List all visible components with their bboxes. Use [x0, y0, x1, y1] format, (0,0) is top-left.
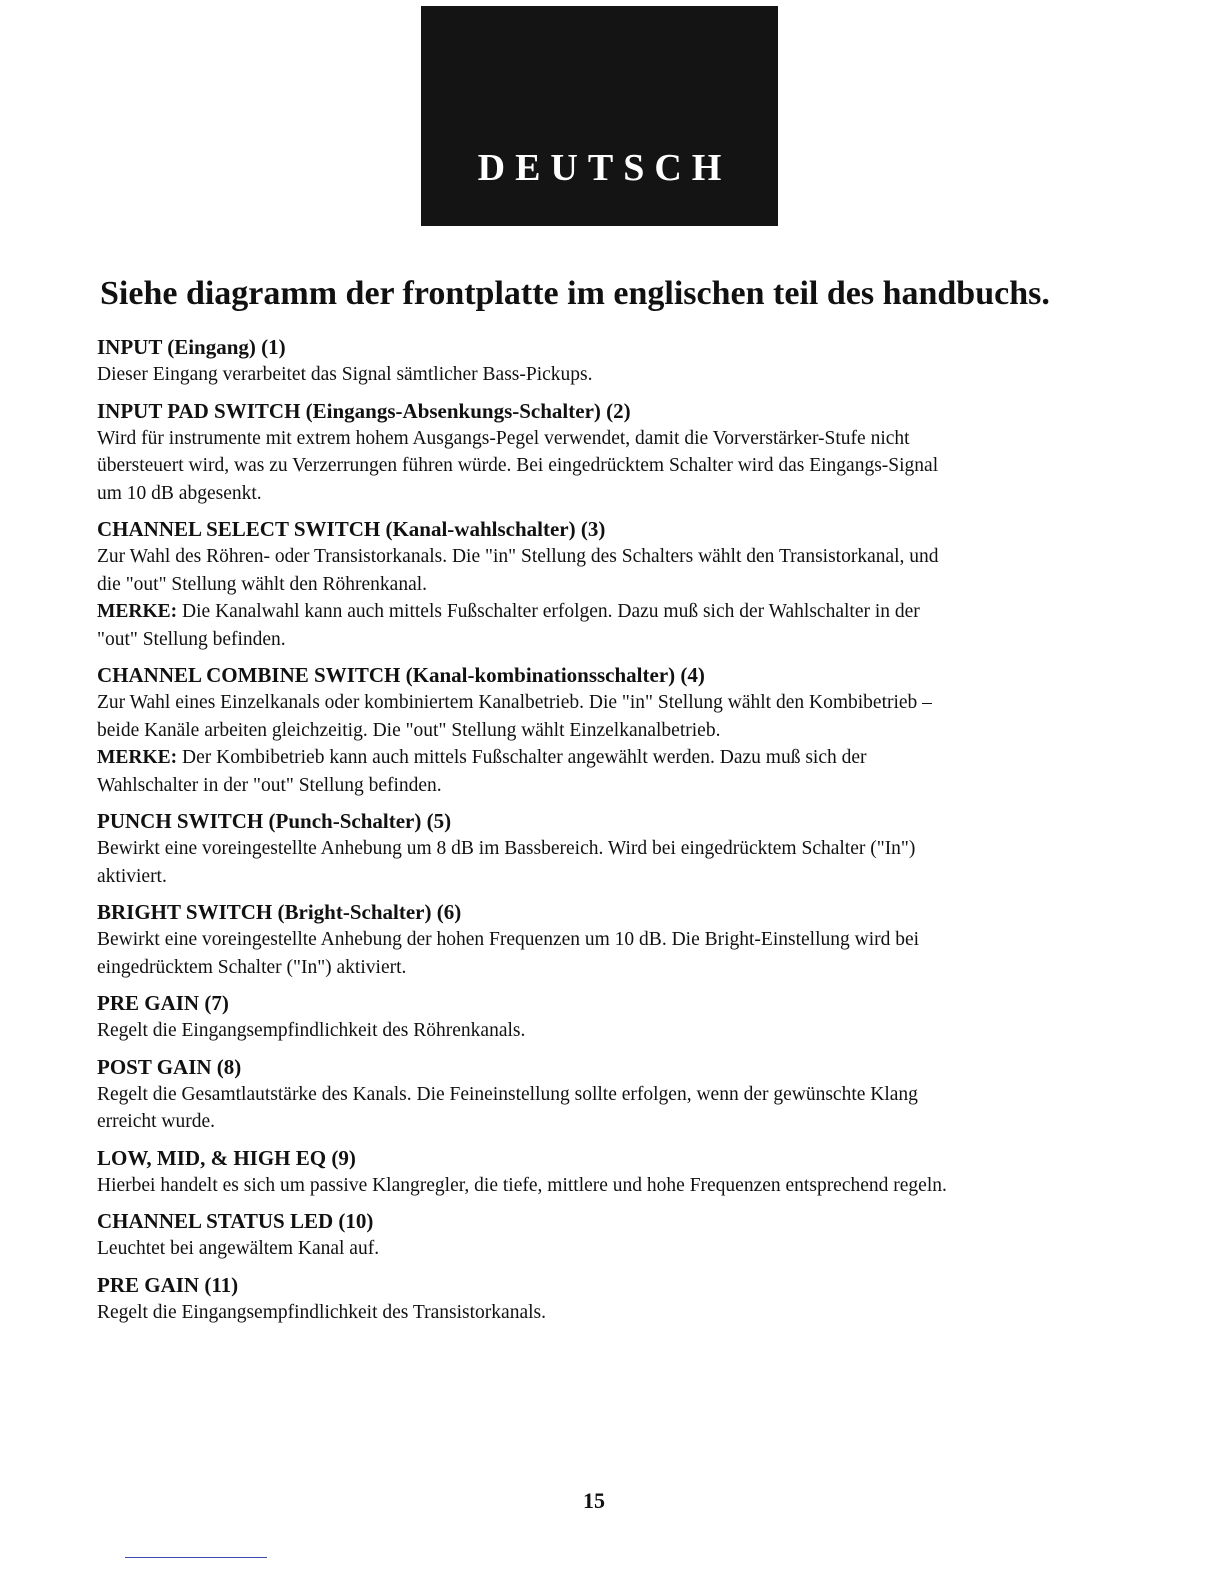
section-text [97, 543, 1107, 598]
text-line: Zur Wahl eines Einzelkanals oder kombiniertem Kanalbetrieb. Die "in" Stellung wählt den Kombibetrieb – [97, 692, 932, 713]
footer-rule [125, 1557, 267, 1558]
section-text [97, 835, 1107, 890]
section-text [97, 689, 1107, 744]
section-text [97, 1299, 1107, 1327]
text-line: Bewirkt eine voreingestellte Anhebung der hohen Frequenzen um 10 dB. Die Bright-Einstellung wird bei [97, 929, 920, 950]
note-line: "out" Stellung befinden. [97, 628, 286, 650]
section-pre-gain-11 [97, 1272, 1107, 1327]
section-channel-status-led [97, 1208, 1107, 1263]
section-text [97, 1235, 1107, 1263]
text-line: Wird für instrumente mit extrem hohem Ausgangs-Pegel verwendet, damit die Vorverstärker-Stufe nicht [97, 427, 910, 449]
section-heading: PRE GAIN (7) [97, 991, 229, 1015]
section-heading: CHANNEL STATUS LED (10) [97, 1209, 374, 1233]
banner-title: DEUTSCH [477, 147, 732, 189]
section-heading: INPUT (Eingang) (1) [97, 335, 286, 359]
note-label: MERKE: [97, 601, 178, 622]
section-text [97, 926, 1107, 981]
section-list [97, 334, 1107, 1335]
text-line: Bewirkt eine voreingestellte Anhebung um 8 dB im Bassbereich. Wird bei eingedrücktem Schalter ("In") [97, 838, 916, 859]
note-line: Die Kanalwahl kann auch mittels Fußschalter erfolgen. Dazu muß sich der Wahlschalter in der [177, 601, 920, 622]
section-input-pad-switch [97, 398, 1107, 508]
text-line: übersteuert wird, was zu Verzerrungen führen würde. Bei eingedrücktem Schalter wird das Eingangs-Signal [97, 455, 939, 476]
text-line: um 10 dB abgesenkt. [97, 482, 262, 504]
language-banner [421, 6, 778, 226]
section-bright-switch [97, 899, 1107, 981]
section-text [97, 1017, 1107, 1045]
text-line: Leuchtet bei angewältem Kanal auf. [97, 1238, 380, 1259]
note-label: MERKE: [97, 747, 178, 768]
text-line: aktiviert. [97, 865, 167, 887]
text-line: beide Kanäle arbeiten gleichzeitig. Die "out" Stellung wählt Einzelkanalbetrieb. [97, 719, 721, 741]
section-punch-switch [97, 808, 1107, 890]
section-post-gain [97, 1054, 1107, 1136]
section-heading: CHANNEL SELECT SWITCH (Kanal-wahlschalter) (3) [97, 517, 606, 541]
section-channel-combine-switch [97, 662, 1107, 799]
section-heading: INPUT PAD SWITCH (Eingangs-Absenkungs-Schalter) (2) [97, 398, 631, 423]
section-input [97, 334, 1107, 389]
section-text [97, 361, 1107, 389]
section-text [97, 425, 1107, 508]
section-text [97, 1081, 1107, 1136]
text-line: Zur Wahl des Röhren- oder Transistorkanals. Die "in" Stellung des Schalters wählt den Transistorkanal, und [97, 546, 939, 567]
text-line: Hierbei handelt es sich um passive Klangregler, die tiefe, mittlere und hohe Frequenzen entsprechend regeln. [97, 1174, 947, 1196]
text-line: eingedrücktem Schalter ("In") aktiviert. [97, 956, 407, 978]
text-line: Dieser Eingang verarbeitet das Signal sämtlicher Bass-Pickups. [97, 364, 593, 385]
section-heading: CHANNEL COMBINE SWITCH (Kanal-kombinationsschalter) (4) [97, 663, 705, 687]
text-line: Regelt die Eingangsempfindlichkeit des Röhrenkanals. [97, 1020, 526, 1041]
page-number: 15 [583, 1488, 605, 1513]
section-heading: PRE GAIN (11) [97, 1272, 239, 1297]
section-channel-select-switch [97, 516, 1107, 653]
text-line: die "out" Stellung wählt den Röhrenkanal. [97, 573, 428, 595]
section-text [97, 1172, 1107, 1200]
section-heading: PUNCH SWITCH (Punch-Schalter) (5) [97, 809, 452, 833]
note [97, 598, 1107, 653]
note-line: Der Kombibetrieb kann auch mittels Fußschalter angewählt werden. Dazu muß sich der [177, 747, 867, 768]
section-pre-gain-7 [97, 990, 1107, 1045]
section-heading: LOW, MID, & HIGH EQ (9) [97, 1145, 356, 1170]
text-line: Regelt die Eingangsempfindlichkeit des Transistorkanals. [97, 1301, 546, 1323]
note-line: Wahlschalter in der "out" Stellung befinden. [97, 774, 442, 796]
note [97, 744, 1107, 799]
page-title: Siehe diagramm der frontplatte im englischen teil des handbuchs. [100, 275, 1050, 312]
text-line: erreicht wurde. [97, 1111, 216, 1132]
text-line: Regelt die Gesamtlautstärke des Kanals. Die Feineinstellung sollte erfolgen, wenn der gewünschte Klang [97, 1083, 918, 1105]
section-heading: BRIGHT SWITCH (Bright-Schalter) (6) [97, 900, 462, 924]
section-eq [97, 1145, 1107, 1200]
section-heading: POST GAIN (8) [97, 1054, 242, 1079]
